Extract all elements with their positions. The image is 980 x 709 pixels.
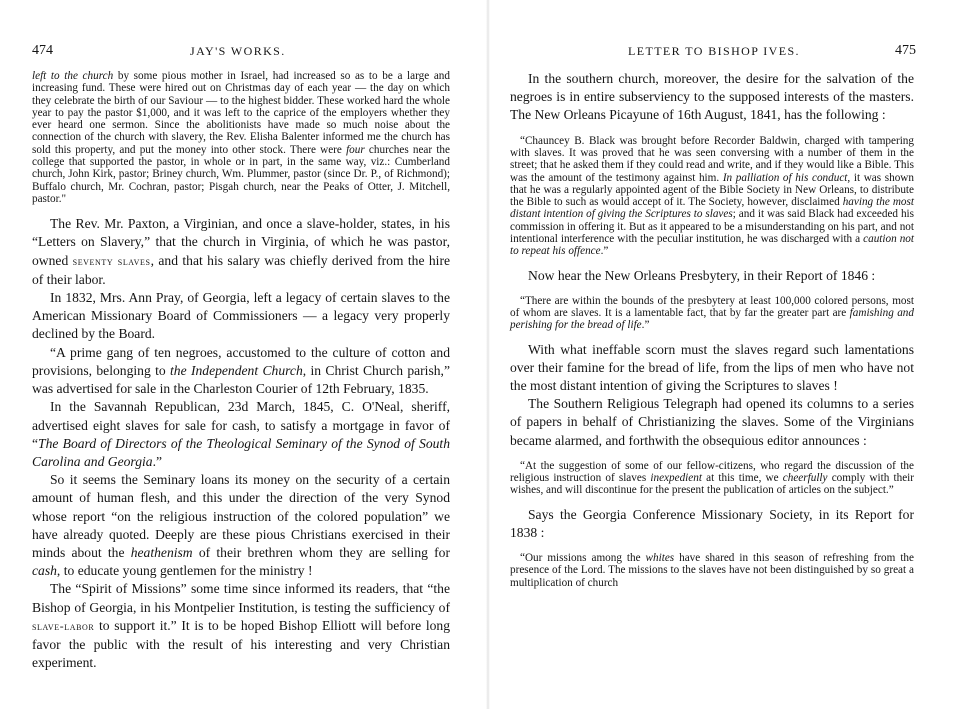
right-text-column xyxy=(510,70,914,598)
right-paragraph-1: In the southern church, moreover, the desire for the salvation of the negroes is in entire subserviency to the supposed interests of the masters. The New Orleans Picayune of 16th August, 1841, has the following : xyxy=(510,71,914,123)
right-paragraph-2: Now hear the New Orleans Presbytery, in their Report of 1846 : xyxy=(528,267,876,283)
left-paragraph-7: The “Spirit of Missions” some time since informed its readers, that “the Bishop of Georgia, in his Montpelier Institution, is testing the sufficiency of slave-labor to support it.” It is to be hoped Bishop Elliott will before long favor the public with the result of his interesting and very Christian experiment. xyxy=(32,581,450,671)
right-paragraph-3: With what ineffable scorn must the slaves regard such lamentations over their famine for the bread of life, from the lips of men who have not the most distant intention of giving the Scriptures to slaves ! xyxy=(510,341,914,394)
right-quote-4: “Our missions among the whites have shared in this season of refreshing from the presence of the Lord. The missions to the slaves have not been distinguished by so great a multiplication of church xyxy=(510,552,914,589)
left-paragraph-3: In 1832, Mrs. Ann Pray, of Georgia, left a legacy of certain slaves to the American Missionary Board of Commissioners — a legacy very properly declined by the Board. xyxy=(32,290,450,342)
right-paragraph-4: The Southern Religious Telegraph had opened its columns to a series of papers in behalf of Christianizing the slaves. Some of the Virginians became alarmed, and forthwith the obsequious editor announces : xyxy=(510,396,914,448)
right-page-number: 475 xyxy=(895,43,916,58)
left-paragraph-6: So it seems the Seminary loans its money on the security of a certain amount of human flesh, and this under the direction of the very Synod whose report “on the religious instruction of the colored population” we have already quoted. Deeply are these pious Christians exercised in their minds about the heathenism of their brethren whom they are selling for cash, to educate young gentlemen for the ministry ! xyxy=(32,472,450,579)
left-paragraph-5: In the Savannah Republican, 23d March, 1845, C. O'Neal, sheriff, advertised eight slaves for sale for cash, to satisfy a mortgage in favor of “The Board of Directors of the Theological Seminary of the Synod of South Carolina and Georgia.” xyxy=(32,399,450,469)
left-page-number: 474 xyxy=(32,43,53,58)
left-paragraph-4: “A prime gang of ten negroes, accustomed to the culture of cotton and provisions, belonging to the Independent Church, in Christ Church parish,” was advertised for sale in the Charleston Courier of 12th February, 1835. xyxy=(32,344,450,397)
left-paragraph-1: left to the church by some pious mother in Israel, had increased so as to be a large and increasing fund. These were hired out on Christmas day of each year — the day on which they celebrate the birth of our Saviour — to the highest bidder. These worked hard the whole year to pay the pastor $1,000, and it was left to the caprice of the employers whether they ever heard one sermon. Since the abolitionists have made so much noise about the connection of the church with slavery, the Rev. Elisha Balenter informed me the church has sold this property, and put the money into other stock. There were four churches near the college that supported the pastor, in whole or in part, in the same way, viz.: Cumberland church, John Kirk, pastor; Briney church, Wm. Plummer, pastor (since Dr. P., of Richmond); Buffalo church, Mr. Cochran, pastor; Pisgah church, near the Peaks of Otter, J. Mitchell, pastor." xyxy=(32,70,450,205)
left-paragraph-2: The Rev. Mr. Paxton, a Virginian, and once a slave-holder, states, in his “Letters on Slavery,” that the church in Virginia, of which he was pastor, owned seventy slaves, and that his salary was chiefly derived from the hire of their labor. xyxy=(32,216,451,287)
left-running-head: JAY'S WORKS. xyxy=(190,44,286,58)
right-quote-3: “At the suggestion of some of our fellow-citizens, who regard the discussion of the religious instruction of slaves inexpedient at this time, we cheerfully comply with their wishes, and will discontinue for the present the publication of articles on the subject.” xyxy=(510,459,914,497)
right-running-head: LETTER TO BISHOP IVES. xyxy=(628,44,800,58)
right-quote-1: “Chauncey B. Black was brought before Recorder Baldwin, charged with tampering with slaves. It was proved that he was seen conversing with a number of them in the street; that he asked them if they could read and write, and if they would like a Bible. This was the amount of the testimony against him. In palliation of his conduct, it was shown that he was a regularly appointed agent of the Bible Society in New Orleans, to distribute the Bible to such as would accept of it. The Society, however, disclaimed having the most distant intention of giving the Scriptures to slaves; and it was said Black had exceeded his commission in offering it. But as it appeared to be a misunderstanding on his part, and not intentional interference with the peculiar institution, he was discharged with a caution not to repeat his offence.” xyxy=(510,134,914,258)
right-paragraph-5: Says the Georgia Conference Missionary Society, in its Report for 1838 : xyxy=(510,506,914,540)
right-quote-2: “There are within the bounds of the presbytery at least 100,000 colored persons, most of whom are slaves. It is a lamentable fact, that by far the greater part are famishing and perishing for the bread of life.” xyxy=(510,294,914,332)
